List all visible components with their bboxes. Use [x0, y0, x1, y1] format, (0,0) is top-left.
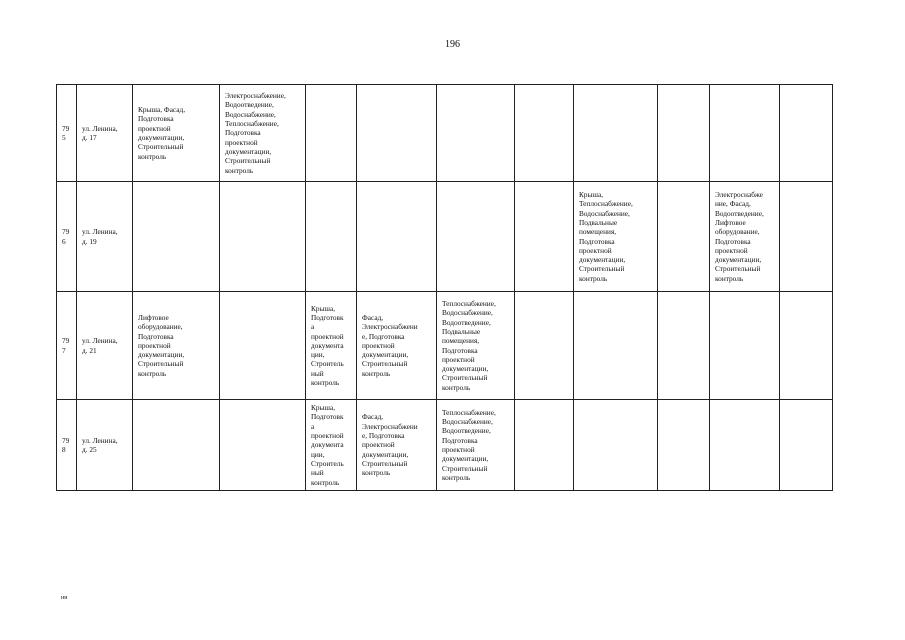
- work-cell: [780, 400, 833, 491]
- row-number-cell: 79 5: [57, 85, 77, 182]
- work-cell: [437, 85, 515, 182]
- work-cell: [437, 182, 515, 292]
- work-cell: [220, 182, 306, 292]
- row-number-cell: 79 8: [57, 400, 77, 491]
- work-cell: [515, 400, 574, 491]
- work-cell: Крыша, Фасад, Подготовка проектной документации, Строительный контроль: [133, 85, 220, 182]
- work-cell: [515, 85, 574, 182]
- work-cell: [574, 400, 658, 491]
- work-cell: Электроснабже ние, Фасад, Водоотведение, Лифтовое оборудование, Подготовка проектной документации, Строительный контроль: [710, 182, 780, 292]
- table-row: [57, 85, 833, 182]
- work-cell: [574, 292, 658, 400]
- work-cell: [133, 400, 220, 491]
- work-cell: [710, 85, 780, 182]
- work-cell: Фасад, Электроснабжени е, Подготовка проектной документации, Строительный контроль: [357, 400, 437, 491]
- row-number-cell: 79 7: [57, 292, 77, 400]
- work-cell: [780, 292, 833, 400]
- work-cell: [306, 182, 357, 292]
- work-cell: Теплоснабжение, Водоснабжение, Водоотведение, Подготовка проектной документации, Строительный контроль: [437, 400, 515, 491]
- work-cell: [658, 182, 710, 292]
- work-cell: Крыша, Подготовк а проектной документа ции, Строитель ный контроль: [306, 292, 357, 400]
- work-cell: Электроснабжение, Водоотведение, Водоснабжение, Теплоснабжение, Подготовка проектной документации, Строительный контроль: [220, 85, 306, 182]
- works-schedule-table: [56, 84, 833, 491]
- work-cell: [515, 182, 574, 292]
- work-cell: Крыша, Подготовк а проектной документа ции, Строитель ный контроль: [306, 400, 357, 491]
- work-cell: [658, 85, 710, 182]
- table-row: [57, 292, 833, 400]
- work-cell: [658, 400, 710, 491]
- work-cell: [710, 292, 780, 400]
- table-row: [57, 400, 833, 491]
- footer-mark: нн: [61, 595, 68, 601]
- address-cell: ул. Ленина, д. 25: [77, 400, 133, 491]
- work-cell: [357, 85, 437, 182]
- work-cell: Крыша, Теплоснабжение, Водоснабжение, Подвальные помещения, Подготовка проектной документации, Строительный контроль: [574, 182, 658, 292]
- work-cell: [515, 292, 574, 400]
- table-row: [57, 182, 833, 292]
- address-cell: ул. Ленина, д. 17: [77, 85, 133, 182]
- work-cell: [780, 85, 833, 182]
- row-number-cell: 79 6: [57, 182, 77, 292]
- work-cell: [133, 182, 220, 292]
- address-cell: ул. Ленина, д. 19: [77, 182, 133, 292]
- work-cell: [220, 292, 306, 400]
- work-cell: Фасад, Электроснабжени е, Подготовка проектной документации, Строительный контроль: [357, 292, 437, 400]
- work-cell: [658, 292, 710, 400]
- work-cell: Лифтовое оборудование, Подготовка проектной документации, Строительный контроль: [133, 292, 220, 400]
- work-cell: [220, 400, 306, 491]
- work-cell: [357, 182, 437, 292]
- work-cell: [710, 400, 780, 491]
- work-cell: Теплоснабжение, Водоснабжение, Водоотведение, Подвальные помещения, Подготовка проектной документации, Строительный контроль: [437, 292, 515, 400]
- address-cell: ул. Ленина, д. 21: [77, 292, 133, 400]
- work-cell: [306, 85, 357, 182]
- page-number: 196: [445, 39, 460, 50]
- work-cell: [780, 182, 833, 292]
- work-cell: [574, 85, 658, 182]
- table-body: [57, 85, 833, 491]
